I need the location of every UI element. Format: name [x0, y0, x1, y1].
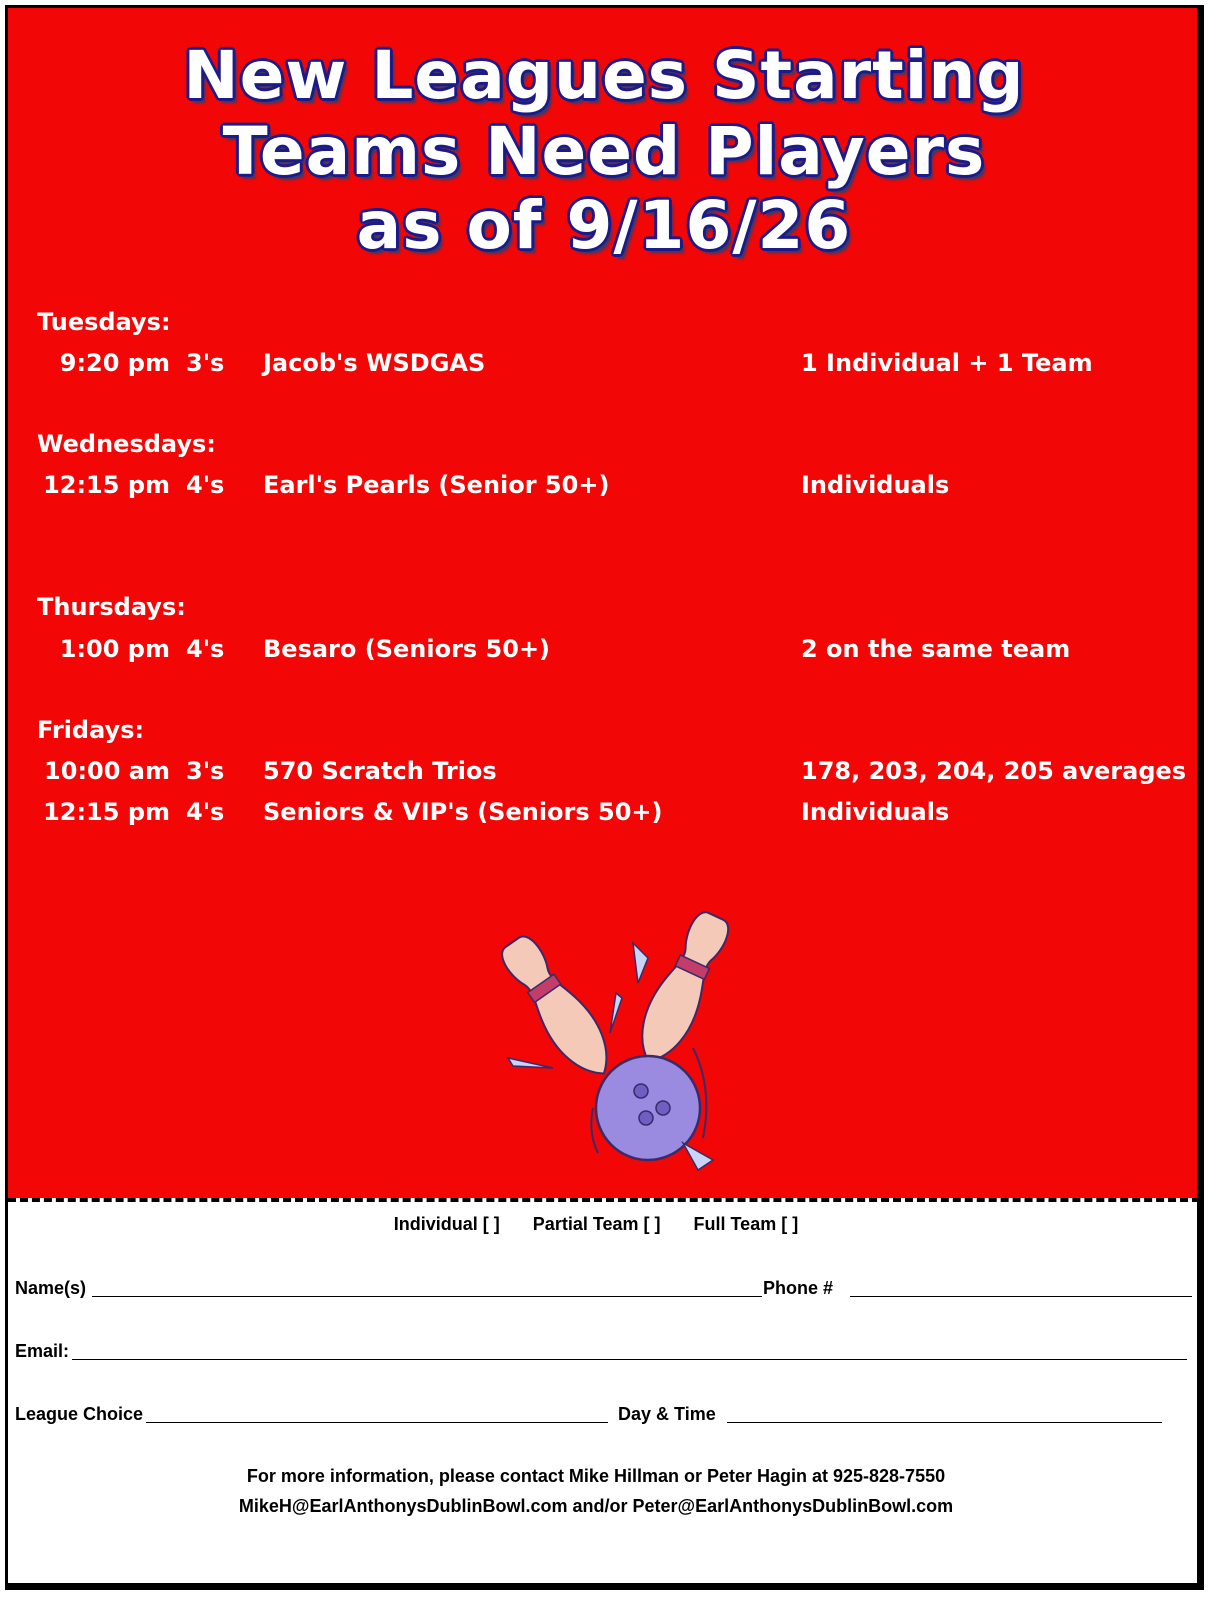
- league-choice-field[interactable]: [146, 1422, 608, 1423]
- players-needed: 2 on the same team: [801, 635, 1071, 663]
- headline-line-2: Teams Need Players: [222, 113, 986, 190]
- day-heading-friday: Fridays:: [37, 716, 145, 744]
- names-field[interactable]: [92, 1296, 762, 1297]
- day-heading-wednesday: Wednesdays:: [37, 430, 216, 458]
- team-size: 4's: [186, 798, 225, 826]
- full-team-checkbox[interactable]: Full Team [ ]: [693, 1214, 799, 1234]
- league-time: 12:15 pm: [43, 798, 170, 826]
- flyer-red-panel: [8, 8, 1200, 1198]
- league-name: 570 Scratch Trios: [263, 757, 497, 785]
- players-needed: Individuals: [801, 798, 950, 826]
- team-size: 4's: [186, 635, 225, 663]
- league-name: Earl's Pearls (Senior 50+): [263, 471, 610, 499]
- team-size: 4's: [186, 471, 225, 499]
- headline-line-3: as of 9/16/26: [356, 187, 852, 264]
- league-time: 1:00 pm: [59, 635, 170, 663]
- league-name: Besaro (Seniors 50+): [263, 635, 551, 663]
- team-size: 3's: [186, 349, 225, 377]
- bowling-pins-and-ball-icon: [498, 898, 748, 1178]
- players-needed: 1 Individual + 1 Team: [801, 349, 1093, 377]
- players-needed: 178, 203, 204, 205 averages: [801, 757, 1187, 785]
- contact-info: For more information, please contact Mike Hillman or Peter Hagin at 925-828-7550: [246, 1466, 946, 1486]
- day-time-label: Day & Time: [618, 1404, 716, 1424]
- team-size: 3's: [186, 757, 225, 785]
- cut-line-divider: [8, 1198, 1200, 1202]
- league-choice-label: League Choice: [15, 1404, 144, 1424]
- contact-emails: MikeH@EarlAnthonysDublinBowl.com and/or Peter@EarlAnthonysDublinBowl.com: [238, 1496, 954, 1516]
- league-name: Jacob's WSDGAS: [263, 349, 486, 377]
- league-name: Seniors & VIP's (Seniors 50+): [263, 798, 663, 826]
- team-type-options: [0, 1214, 1192, 1235]
- day-time-field[interactable]: [727, 1422, 1162, 1423]
- league-time: 9:20 pm: [59, 349, 170, 377]
- partial-team-checkbox[interactable]: Partial Team [ ]: [532, 1214, 661, 1234]
- email-label: Email:: [15, 1341, 70, 1361]
- day-heading-thursday: Thursdays:: [37, 593, 186, 621]
- headline-line-1: New Leagues Starting: [183, 37, 1025, 114]
- names-label: Name(s): [15, 1278, 87, 1298]
- players-needed: Individuals: [801, 471, 950, 499]
- league-time: 12:15 pm: [43, 471, 170, 499]
- phone-field[interactable]: [850, 1296, 1192, 1297]
- day-heading-tuesday: Tuesdays:: [37, 308, 171, 336]
- individual-checkbox[interactable]: Individual [ ]: [393, 1214, 500, 1234]
- email-field[interactable]: [72, 1359, 1187, 1360]
- league-time: 10:00 am: [44, 757, 170, 785]
- phone-label: Phone #: [763, 1278, 834, 1298]
